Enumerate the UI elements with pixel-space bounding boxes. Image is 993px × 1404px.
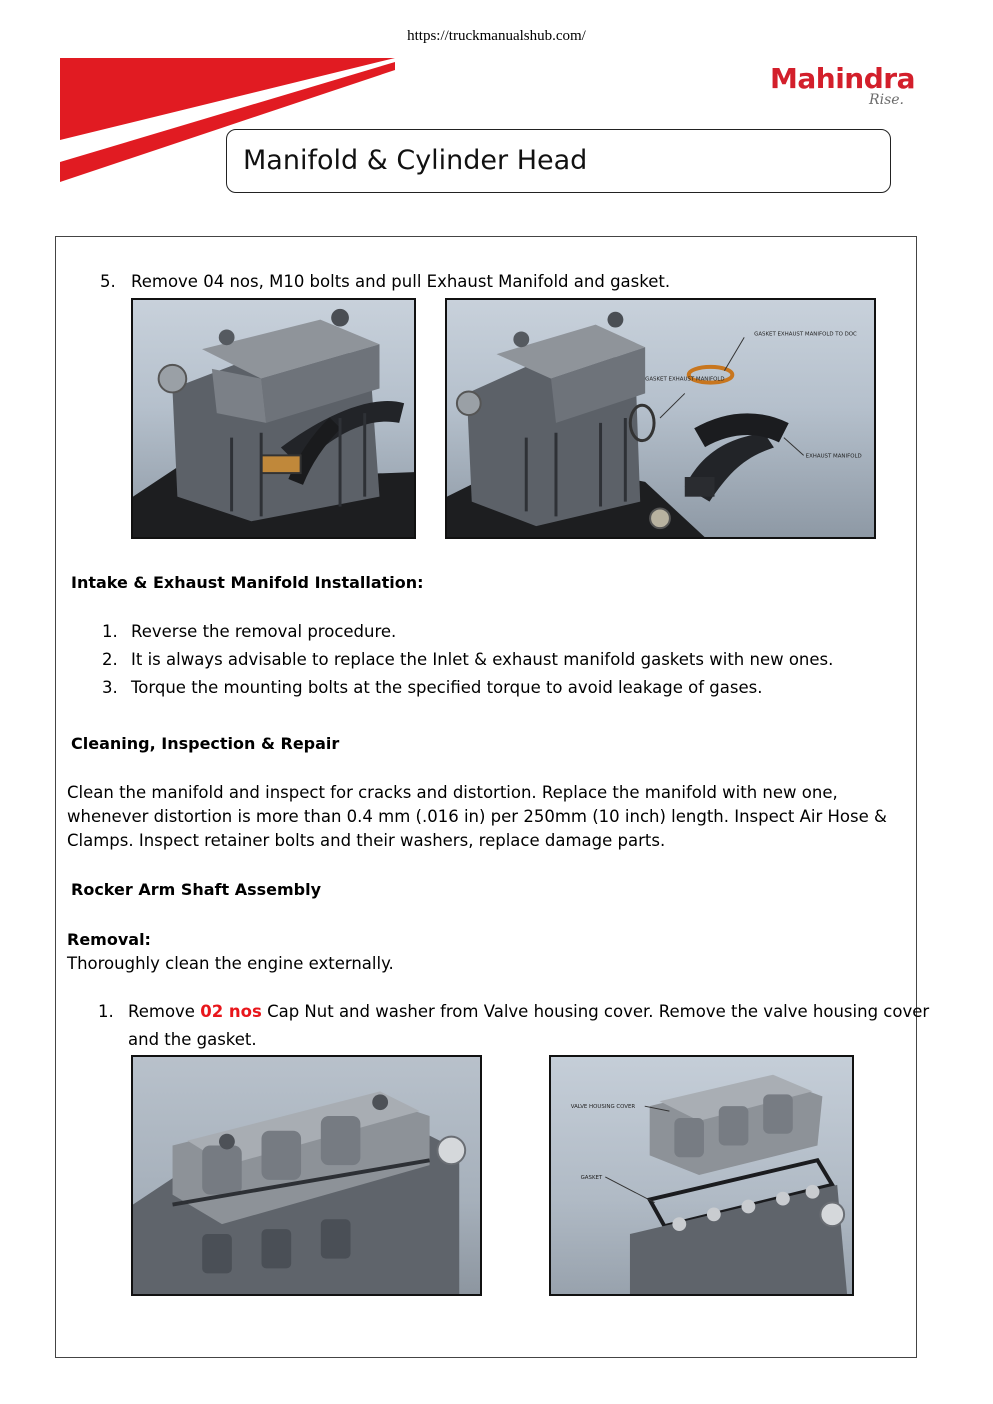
install-item-2-number: 2. — [102, 650, 118, 669]
callout-exhaust-manifold: EXHAUST MANIFOLD — [805, 453, 862, 460]
rocker-step-1-suffix: Cap Nut and washer from Valve housing cover. Remove the valve housing cover — [261, 1002, 930, 1021]
install-item-2-text: It is always advisable to replace the Inlet & exhaust manifold gaskets with new ones. — [131, 650, 834, 669]
logo-tagline: Rise. — [869, 92, 904, 108]
removal-heading: Removal: — [67, 930, 151, 949]
install-item-3-number: 3. — [102, 678, 118, 697]
callout-gasket: GASKET — [580, 1174, 603, 1181]
rocker-step-1-prefix: Remove — [128, 1002, 201, 1021]
section-title-box — [226, 129, 891, 193]
install-item-1-text: Reverse the removal procedure. — [131, 622, 397, 641]
callout-gasket-manifold: GASKET EXHAUST MANIFOLD — [645, 376, 725, 383]
install-item-1-number: 1. — [102, 622, 118, 641]
callout-gasket-to-doc: GASKET EXHAUST MANIFOLD TO DOC — [754, 331, 857, 338]
rocker-heading: Rocker Arm Shaft Assembly — [71, 880, 322, 899]
page-title: Manifold & Cylinder Head — [243, 145, 588, 176]
rocker-step-1-number: 1. — [98, 1002, 114, 1021]
rocker-step-1-highlight: 02 nos — [200, 1002, 262, 1021]
source-url[interactable]: https://truckmanualshub.com/ — [407, 28, 586, 44]
logo-wordmark: Mahindra — [770, 62, 915, 95]
mahindra-logo — [770, 62, 915, 112]
removal-text: Thoroughly clean the engine externally. — [67, 954, 394, 973]
installation-heading: Intake & Exhaust Manifold Installation: — [71, 573, 424, 592]
cleaning-line-2: whenever distortion is more than 0.4 mm (.016 in) per 250mm (10 inch) length. Inspect Air Hose & — [67, 807, 887, 826]
valve-cover-exploded-photo — [549, 1055, 854, 1296]
cleaning-line-1: Clean the manifold and inspect for cracks and distortion. Replace the manifold with new one, — [67, 783, 838, 802]
install-item-3-text: Torque the mounting bolts at the specified torque to avoid leakage of gases. — [131, 678, 763, 697]
step-5-text: Remove 04 nos, M10 bolts and pull Exhaust Manifold and gasket. — [131, 272, 671, 291]
valve-cover-installed-photo — [131, 1055, 482, 1296]
step-5-number: 5. — [100, 272, 116, 291]
callout-valve-cover: VALVE HOUSING COVER — [570, 1104, 636, 1111]
cleaning-line-3: Clamps. Inspect retainer bolts and their washers, replace damage parts. — [67, 831, 666, 850]
cleaning-heading: Cleaning, Inspection & Repair — [71, 734, 340, 753]
rocker-step-1-text — [128, 1000, 929, 1024]
engine-manifold-photo — [131, 298, 416, 539]
exploded-manifold-photo — [445, 298, 876, 539]
rocker-step-1-line-2: and the gasket. — [128, 1030, 257, 1049]
